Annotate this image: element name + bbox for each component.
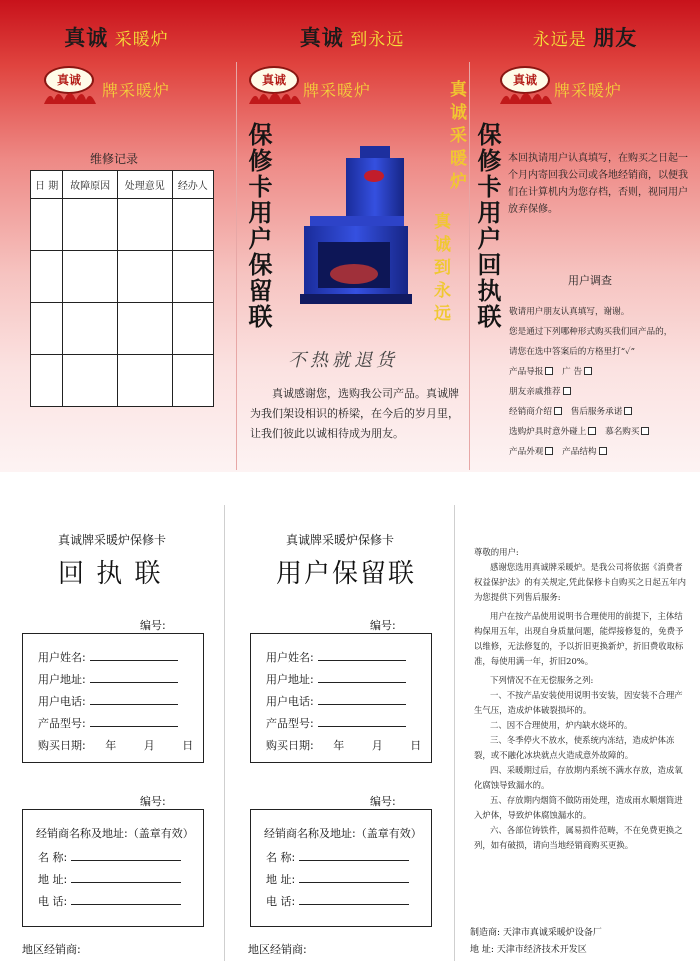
checkbox[interactable] (584, 367, 592, 375)
checkbox[interactable] (545, 447, 553, 455)
flame-icon (245, 88, 305, 106)
fold-line (454, 505, 455, 961)
brand-name: 牌采暖炉 (554, 81, 623, 100)
table-row (31, 303, 214, 355)
table-header: 故障原因 (63, 171, 118, 199)
table-header: 日 期 (31, 171, 63, 199)
brand-logo-icon: 真诚 (245, 66, 305, 106)
terms-greeting: 尊敬的用户: (474, 547, 519, 557)
dealer-name-field[interactable]: 名 称: (266, 849, 409, 865)
terms-paragraph: 下列情况不在无偿服务之列: (490, 675, 594, 685)
dealer-address-field[interactable]: 地 址: (38, 871, 181, 887)
table-header: 处理意见 (117, 171, 172, 199)
receipt-notice: 本回执请用户认真填写，在购买之日起一个月内寄回我公司或各地经销商，以便我们在计算机内为您存档，否则，视同用户放弃保修。 (508, 153, 688, 215)
promise-slogan: 不热就退货 (288, 350, 398, 371)
serial-label: 编号: (140, 619, 166, 632)
table-row (31, 199, 214, 251)
table-row (31, 251, 214, 303)
user-survey (509, 302, 689, 462)
user-address-field[interactable]: 用户地址: (266, 671, 406, 687)
gold-slogan-1: 真诚采暖炉 (446, 80, 466, 195)
region-dealer-label: 地区经销商: (248, 943, 307, 956)
flame-icon (496, 88, 556, 106)
table-header: 经办人 (172, 171, 213, 199)
checkbox[interactable] (624, 407, 632, 415)
flame-icon (40, 88, 100, 106)
terms-item: 五、存放期内烟筒不做防雨处理，造成雨水顺烟筒进入炉体，导致炉体腐蚀漏水的。 (474, 795, 683, 820)
panel-repair-record (0, 0, 233, 472)
brand-logo-icon: 真诚 (496, 66, 556, 106)
survey-option-row: 朋友亲戚推荐 (509, 382, 689, 402)
purchase-date-field[interactable]: 购买日期: 年 月 日 (266, 739, 422, 752)
vertical-title-receipt: 保修卡用户回执联 (473, 122, 501, 330)
terms-item: 二、因不合理使用，炉内缺水烧坏的。 (490, 720, 633, 730)
checkbox[interactable] (554, 407, 562, 415)
serial-label: 编号: (370, 795, 396, 808)
survey-intro: 请您在选中答案后的方格里打“✓” (509, 347, 636, 357)
gold-slogan-2: 真诚到永远 (430, 212, 450, 327)
terms-item: 六、各部位铸铁件，属易损件范畴，不在免费更换之列，如有破损，请向当地经销商购买更换。 (474, 825, 683, 850)
slogan: 永远是 朋友 (532, 26, 638, 50)
checkbox[interactable] (563, 387, 571, 395)
card-subtitle: 真诚牌采暖炉保修卡 (286, 533, 395, 547)
survey-intro: 敬请用户朋友认真填写，谢谢。 (509, 307, 630, 317)
brochure-inner-side (0, 505, 700, 961)
dealer-address-field[interactable]: 地 址: (266, 871, 409, 887)
checkbox[interactable] (599, 447, 607, 455)
terms-paragraph: 用户在按产品使用说明书合理使用的前提下，主体结构保用五年，出现自身质量问题，能焊接修复的，免费予以维修，无法修复的，予以折旧更换新炉，折旧费收取标准，每使用满一年，折旧20%。 (474, 611, 684, 666)
slogan: 真诚 到永远 (299, 26, 405, 50)
brand-name: 牌采暖炉 (303, 81, 372, 100)
table-header-row (31, 171, 214, 199)
dealer-label: 经销商名称及地址:（盖章有效） (36, 827, 194, 840)
survey-title: 用户调查 (568, 274, 612, 287)
checkbox[interactable] (641, 427, 649, 435)
slogan: 真诚 采暖炉 (64, 26, 169, 50)
checkbox[interactable] (588, 427, 596, 435)
serial-label: 编号: (370, 619, 396, 632)
terms-paragraph: 感谢您选用真诚牌采暖炉。是我公司将依据《消费者权益保护法》的有关规定,凭此保修卡自购买之日起五年内为您提供下列售后服务: (474, 562, 687, 602)
user-address-field[interactable]: 用户地址: (38, 671, 178, 687)
dealer-label: 经销商名称及地址:（盖章有效） (264, 827, 422, 840)
survey-option-row: 经销商介绍 售后服务承诺 (509, 402, 689, 422)
thanks-text: 真诚感谢您，选购我公司产品。真诚牌为我们架设相识的桥梁，在今后的岁月里，让我们彼此以诚相待成为朋友。 (250, 387, 459, 440)
survey-option-row: 产品导报 广 告 (509, 362, 689, 382)
survey-option-row: 产品外观 产品结构 (509, 442, 689, 462)
dealer-phone-field[interactable]: 电 话: (38, 893, 181, 909)
fold-line (224, 505, 225, 961)
product-model-field[interactable]: 产品型号: (266, 715, 406, 731)
table-row (31, 355, 214, 407)
warranty-terms (474, 545, 690, 853)
card-subtitle: 真诚牌采暖炉保修卡 (58, 533, 167, 547)
product-model-field[interactable]: 产品型号: (38, 715, 178, 731)
brand-name: 牌采暖炉 (102, 81, 171, 100)
vertical-title-keep: 保修卡用户保留联 (244, 122, 272, 330)
dealer-phone-field[interactable]: 电 话: (266, 893, 409, 909)
user-name-field[interactable]: 用户姓名: (38, 649, 178, 665)
address-row: 地 址: 天津市经济技术开发区 (470, 945, 587, 955)
repair-record-table (30, 170, 214, 407)
serial-label: 编号: (140, 795, 166, 808)
survey-intro: 您是通过下列哪种形式购买我们回产品的， (509, 327, 673, 337)
repair-record-title: 维修记录 (90, 152, 139, 166)
user-phone-field[interactable]: 用户电话: (266, 693, 406, 709)
heating-stove-image (290, 146, 414, 306)
terms-item: 四、采暖期过后，存放期内系统不满水存放，造成氧化腐蚀导致漏水的。 (474, 765, 683, 790)
region-dealer-label: 地区经销商: (22, 943, 81, 956)
purchase-date-field[interactable]: 购买日期: 年 月 日 (38, 739, 194, 752)
survey-option-row: 选购炉具时意外碰上 慕名购买 (509, 422, 689, 442)
terms-item: 一、不按产品安装使用说明书安装，因安装不合理产生气压，造成炉体破裂损坏的。 (474, 690, 683, 715)
user-name-field[interactable]: 用户姓名: (266, 649, 406, 665)
checkbox[interactable] (545, 367, 553, 375)
manufacturer-row: 制造商: 天津市真诚采暖炉设备厂 (470, 928, 602, 938)
brand-logo-icon: 真诚 (40, 66, 100, 106)
dealer-name-field[interactable]: 名 称: (38, 849, 181, 865)
brochure-outer-side (0, 0, 700, 472)
manufacturer-info (470, 925, 696, 959)
terms-item: 三、冬季停火不放水，使系统内冻结，造成炉体冻裂，或不融化冰块就点火造成意外故障的。 (474, 735, 675, 760)
card-title-receipt: 回 执 联 (58, 559, 163, 589)
card-title-keep: 用户保留联 (276, 559, 417, 589)
user-phone-field[interactable]: 用户电话: (38, 693, 178, 709)
